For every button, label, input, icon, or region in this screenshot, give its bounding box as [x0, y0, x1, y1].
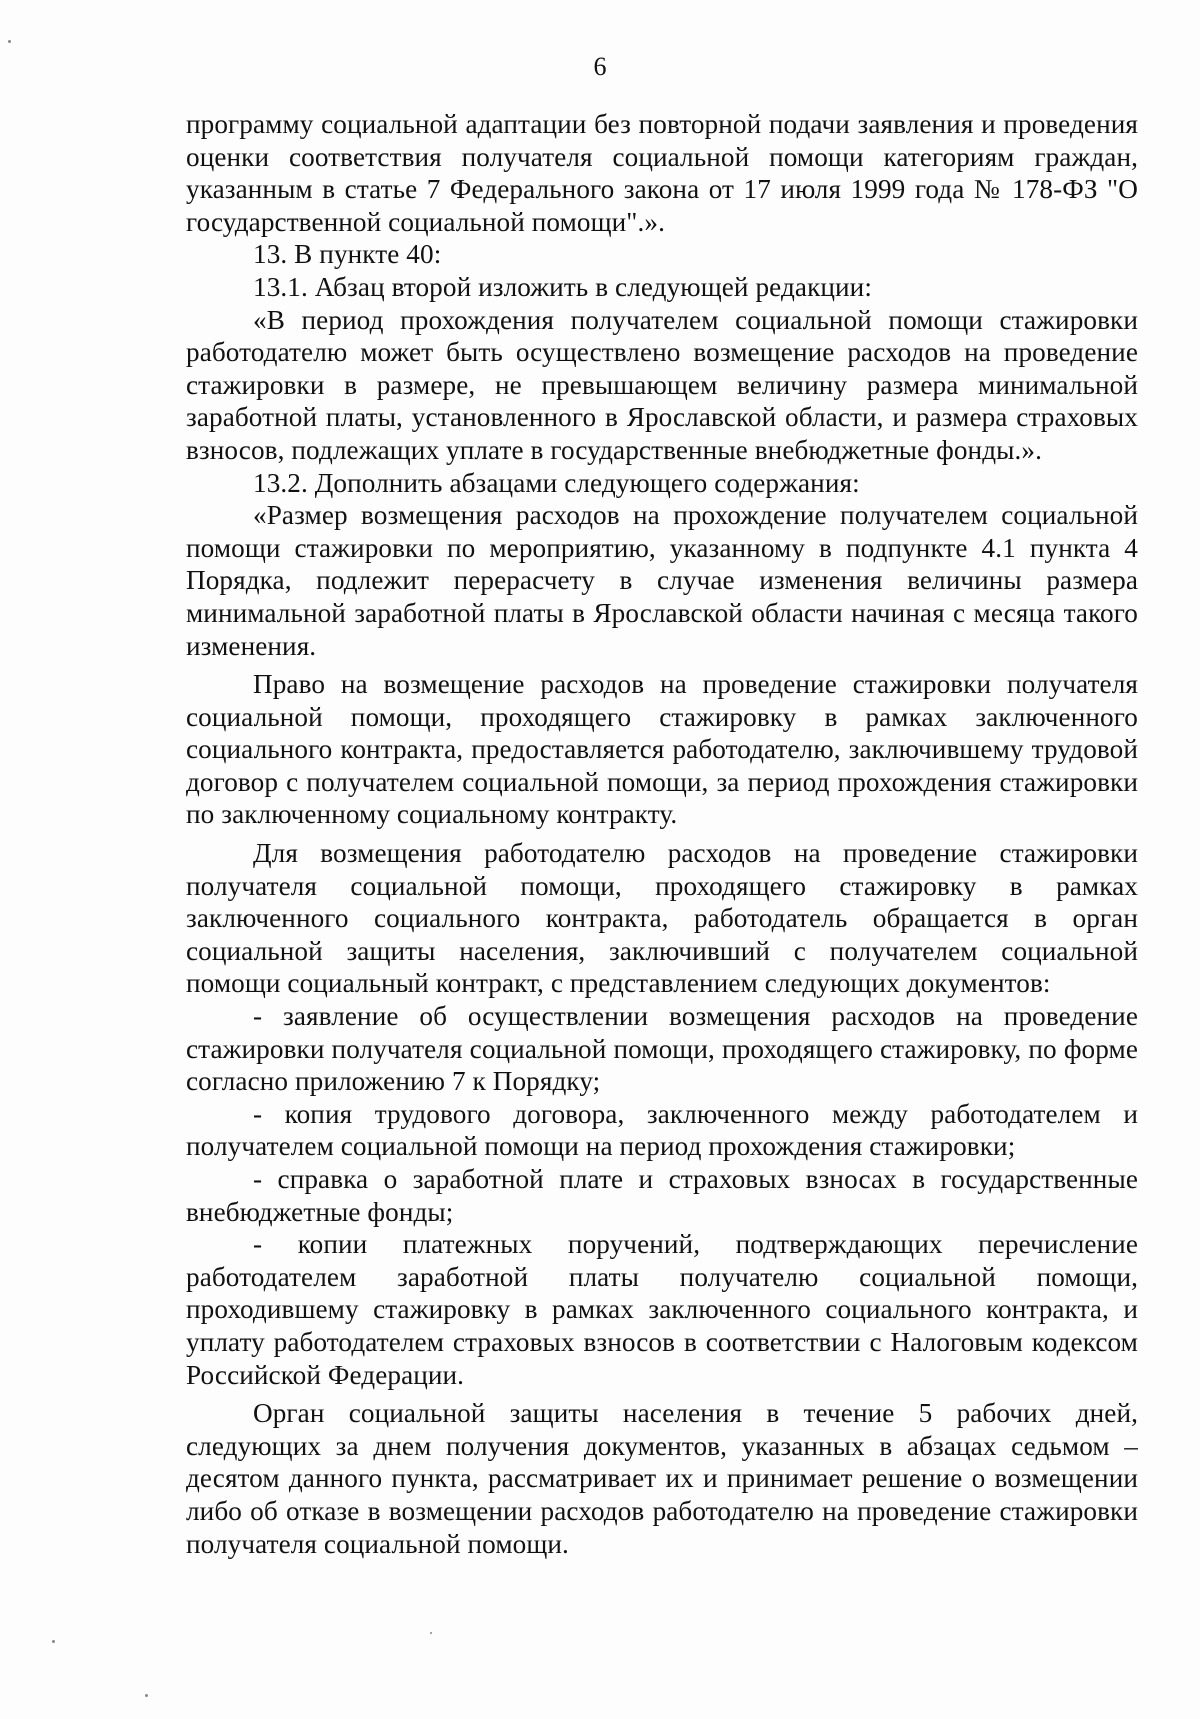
- document-body: [186, 108, 1138, 1560]
- scan-speck: [430, 1632, 432, 1634]
- paragraph-item-13-1: 13.1. Абзац второй изложить в следующей редакции:: [253, 271, 872, 302]
- scan-speck: [145, 1694, 148, 1697]
- page-number: 6: [593, 52, 607, 81]
- list-item-payment-orders: - копии платежных поручений, подтверждающих перечисление работодателем заработной платы получателю социальной помощи, проходившему стажировку в рамках заключенного социального контракта, и уплату работодателем страховых взносов в соответствии с Налоговым кодексом Российской Федерации.: [186, 1229, 1138, 1390]
- paragraph-decision: Орган социальной защиты населения в течение 5 рабочих дней, следующих за днем получения документов, указанных в абзацах седьмом – десятом данного пункта, рассматривает их и принимает решение о возмещении либо об отказе в возмещении расходов работодателю на проведение стажировки получателя социальной помощи.: [186, 1398, 1138, 1559]
- scan-speck: [8, 40, 11, 43]
- paragraph-continuation: программу социальной адаптации без повторной подачи заявления и проведения оценки соответствия получателя социальной помощи категориям граждан, указанным в статье 7 Федерального закона от 17 июля 1999 года № 178-ФЗ "О государственной социальной помощи".».: [186, 109, 1138, 237]
- scan-speck: [52, 1640, 55, 1643]
- paragraph-quote-2: «Размер возмещения расходов на прохождение получателем социальной помощи стажировки по мероприятию, указанному в подпункте 4.1 пункта 4 Порядка, подлежит перерасчету в случае изменения величины размера минимальной заработной платы в Ярославской области начиная с месяца такого изменения.: [186, 500, 1138, 661]
- paragraph-item-13-2: 13.2. Дополнить абзацами следующего содержания:: [253, 467, 860, 498]
- list-item-application: - заявление об осуществлении возмещения расходов на проведение стажировки получателя социальной помощи, проходящего стажировку, по форме согласно приложению 7 к Порядку;: [186, 1001, 1138, 1097]
- paragraph-item-13: 13. В пункте 40:: [253, 239, 442, 270]
- paragraph-quote-1: «В период прохождения получателем социальной помощи стажировки работодателю может быть осуществлено возмещение расходов на проведение стажировки в размере, не превышающем величину размера минимальной заработной платы, установленного в Ярославской области, и размера страховых взносов, подлежащих уплате в государственные внебюджетные фонды.».: [186, 304, 1138, 465]
- paragraph-right: Право на возмещение расходов на проведение стажировки получателя социальной помощи, проходящего стажировку в рамках заключенного социального контракта, предоставляется работодателю, заключившему трудовой договор с получателем социальной помощи, за период прохождения стажировки по заключенному социальному контракту.: [186, 669, 1138, 830]
- paragraph-documents-intro: Для возмещения работодателю расходов на проведение стажировки получателя социальной помощи, проходящего стажировку в рамках заключенного социального контракта, работодатель обращается в орган социальной защиты населения, заключивший с получателем социальной помощи социальный контракт, с представлением следующих документов:: [186, 838, 1138, 999]
- list-item-contract-copy: - копия трудового договора, заключенного между работодателем и получателем социальной помощи на период прохождения стажировки;: [186, 1098, 1138, 1162]
- list-item-salary-certificate: - справка о заработной плате и страховых взносах в государственные внебюджетные фонды;: [186, 1164, 1138, 1227]
